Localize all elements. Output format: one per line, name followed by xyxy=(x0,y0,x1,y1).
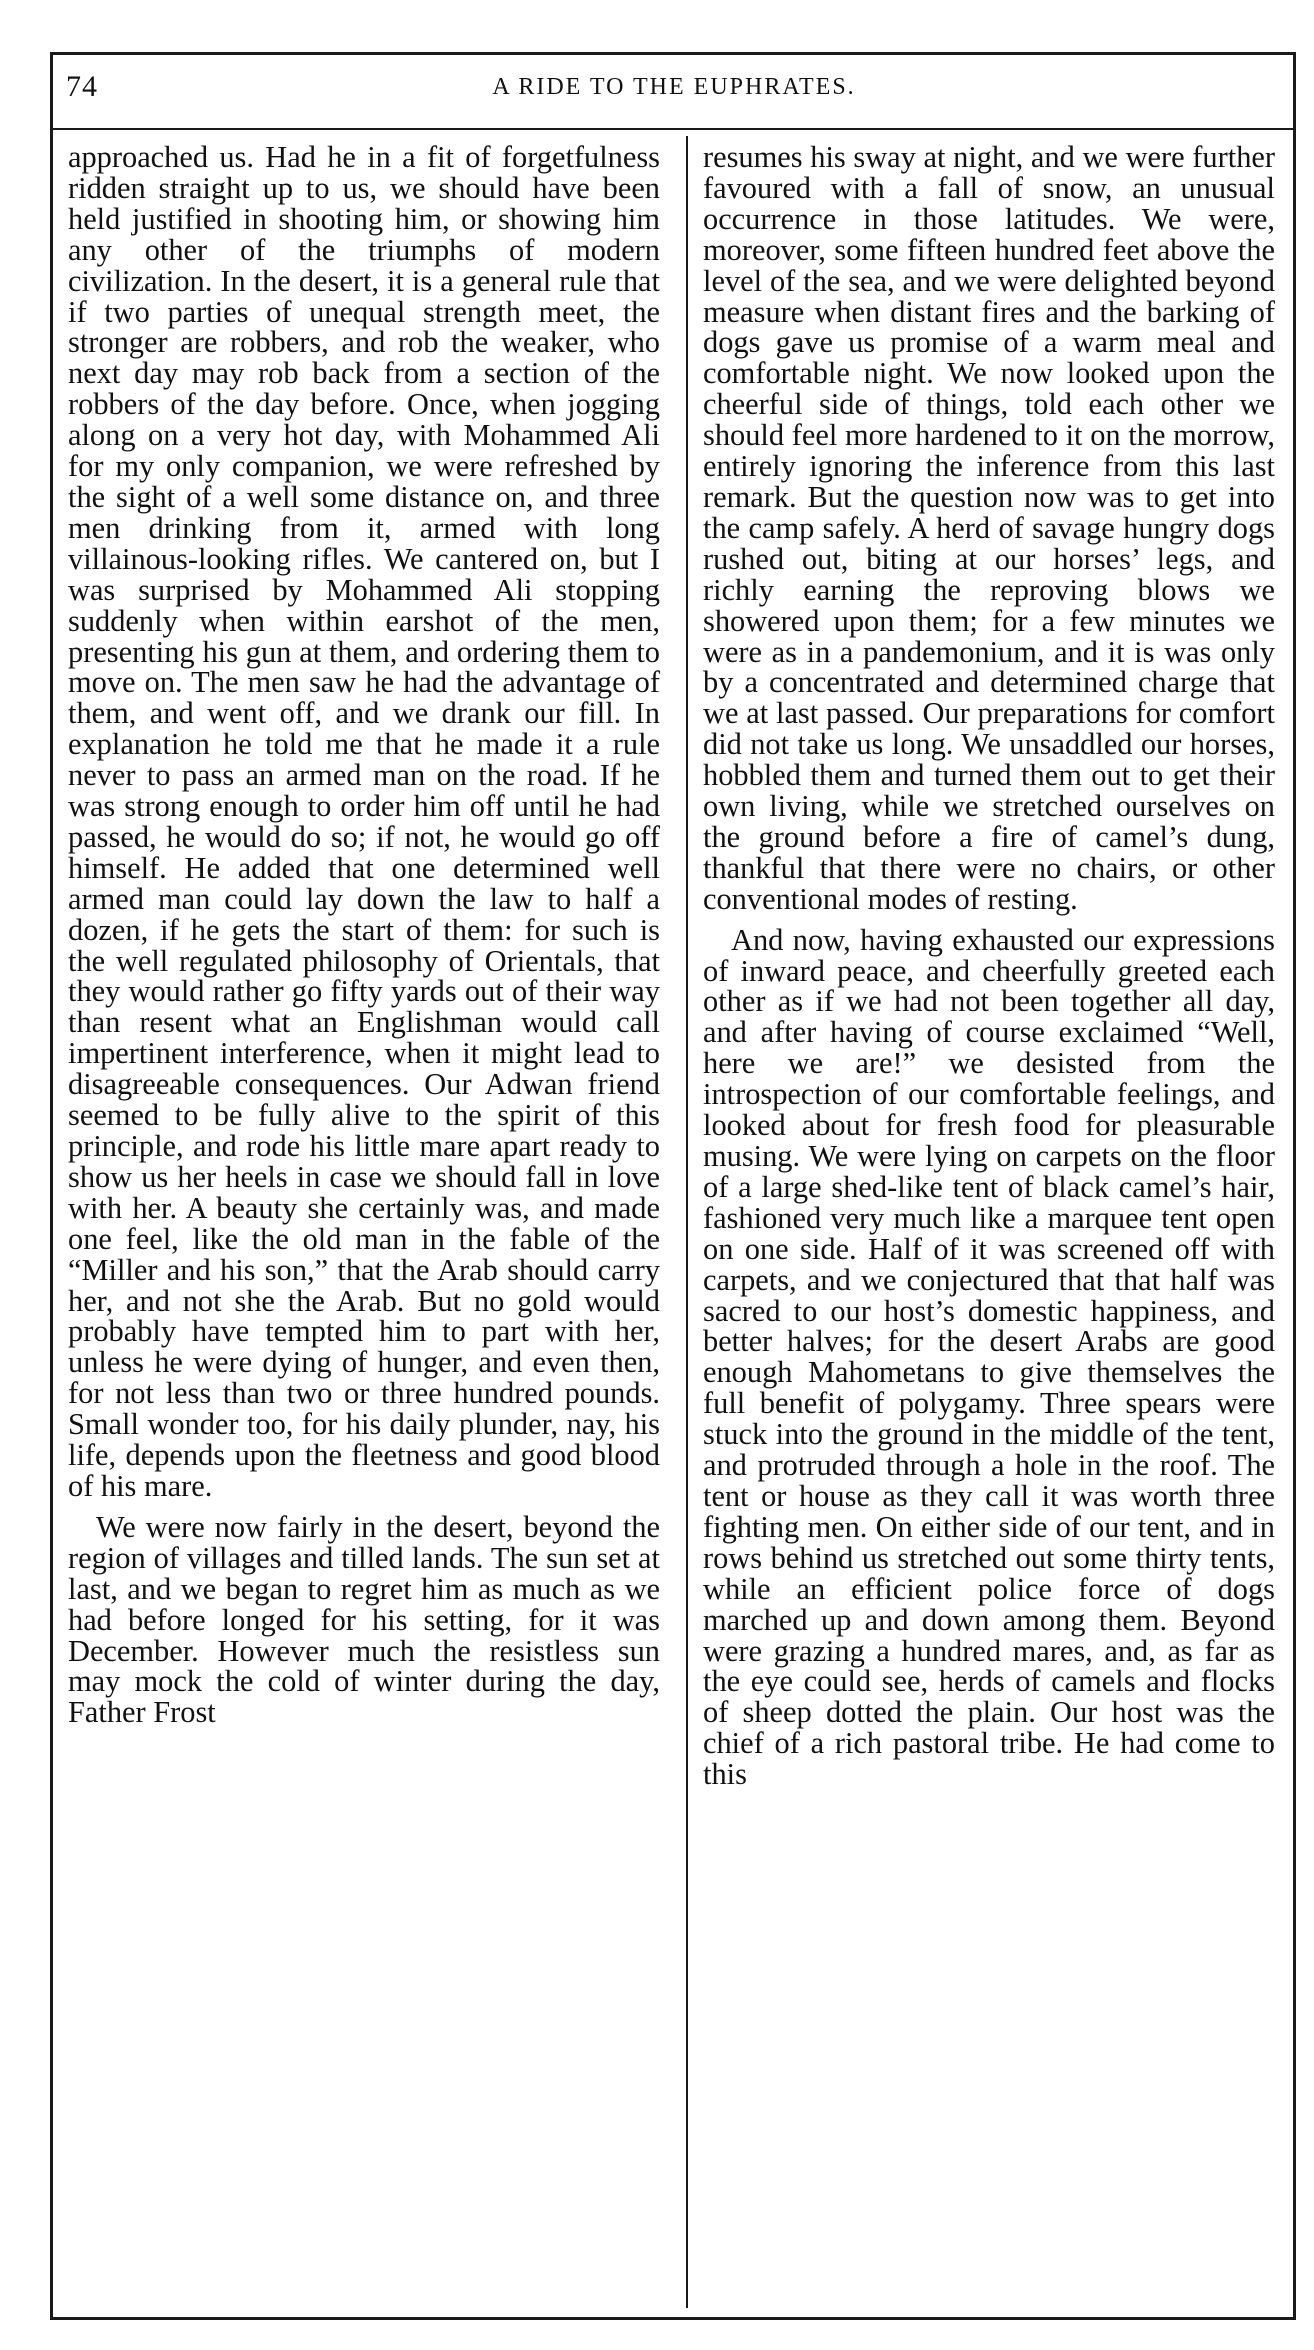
left-column xyxy=(68,142,660,1728)
right-column xyxy=(703,142,1275,1790)
column-divider xyxy=(686,136,688,2308)
right-paragraph-1: resumes his sway at night, and we were further favoured with a fall of snow, an unusual occurrence in those latitudes. We were, moreover, some fifteen hundred feet above the level of the sea, and we were delighted beyond measure when distant fires and the barking of dogs gave us promise of a warm meal and comfortable night. We now looked upon the cheerful side of things, told each other we should feel more hardened to it on the morrow, entirely ignoring the inference from this last remark. But the question now was to get into the camp safely. A herd of savage hungry dogs rushed out, biting at our horses’ legs, and richly earning the reproving blows we showered upon them; for a few minutes we were as in a pandemonium, and it is was only by a concentrated and determined charge that we at last passed. Our preparations for comfort did not take us long. We unsaddled our horses, hobbled them and turned them out to get their own living, while we stretched ourselves on the ground before a fire of camel’s dung, thankful that there were no chairs, or other conventional modes of resting. xyxy=(703,140,1275,916)
running-title: A RIDE TO THE EUPHRATES. xyxy=(492,74,856,100)
right-paragraph-2: And now, having exhausted our expressions of inward peace, and cheerfully greeted each other as if we had not been together all day, and after having of course exclaimed “Well, here we are!” we desisted from the introspection of our comfortable feelings, and looked about for fresh food for pleasurable musing. We were lying on carpets on the floor of a large shed-like tent of black camel’s hair, fashioned very much like a marquee tent open on one side. Half of it was screened off with carpets, and we conjectured that that half was sacred to our host’s domestic happiness, and better halves; for the desert Arabs are good enough Mahometans to give themselves the full benefit of polygamy. Three spears were stuck into the ground in the middle of the tent, and protruded through a hole in the roof. The tent or house as they call it was worth three fighting men. On either side of our tent, and in rows behind us stretched out some thirty tents, while an efficient police force of dogs marched up and down among them. Beyond were grazing a hundred mares, and, as far as the eye could see, herds of camels and flocks of sheep dotted the plain. Our host was the chief of a rich pastoral tribe. He had come to this xyxy=(703,922,1275,1792)
header-rule xyxy=(50,128,1296,130)
page-number: 74 xyxy=(66,70,98,103)
left-paragraph-2: We were now fairly in the desert, beyond the region of villages and tilled lands. The sun set at last, and we began to regret him as much as we had before longed for his setting, for it was December. However much the resistless sun may mock the cold of winter during the day, Father Frost xyxy=(68,1509,660,1730)
left-paragraph-1: approached us. Had he in a fit of forgetfulness ridden straight up to us, we should have been held justified in shooting him, or showing him any other of the triumphs of modern civilization. In the desert, it is a general rule that if two parties of unequal strength meet, the stronger are robbers, and rob the weaker, who next day may rob back from a section of the robbers of the day before. Once, when jogging along on a very hot day, with Mohammed Ali for my only companion, we were refreshed by the sight of a well some distance on, and three men drinking from it, armed with long villainous-looking rifles. We cantered on, but I was surprised by Mohammed Ali stopping suddenly when within earshot of the men, presenting his gun at them, and ordering them to move on. The men saw he had the advantage of them, and went off, and we drank our fill. In explanation he told me that he made it a rule never to pass an armed man on the road. If he was strong enough to order him off until he had passed, he would do so; if not, he would go off himself. He added that one determined well armed man could lay down the law to half a dozen, if he gets the start of them: for such is the well regulated philosophy of Orientals, that they would rather go fifty yards out of their way than resent what an Englishman would call impertinent interference, when it might lead to disagreeable consequences. Our Adwan friend seemed to be fully alive to the spirit of this principle, and rode his little mare apart ready to show us her heels in case we should fall in love with her. A beauty she certainly was, and made one feel, like the old man in the fable of the “Miller and his son,” that the Arab should carry her, and not she the Arab. But no gold would probably have tempted him to part with her, unless he were dying of hunger, and even then, for not less than two or three hundred pounds. Small wonder too, for his daily plunder, nay, his life, depends upon the fleetness and good blood of his mare. xyxy=(68,140,660,1503)
page-header xyxy=(66,62,1282,116)
